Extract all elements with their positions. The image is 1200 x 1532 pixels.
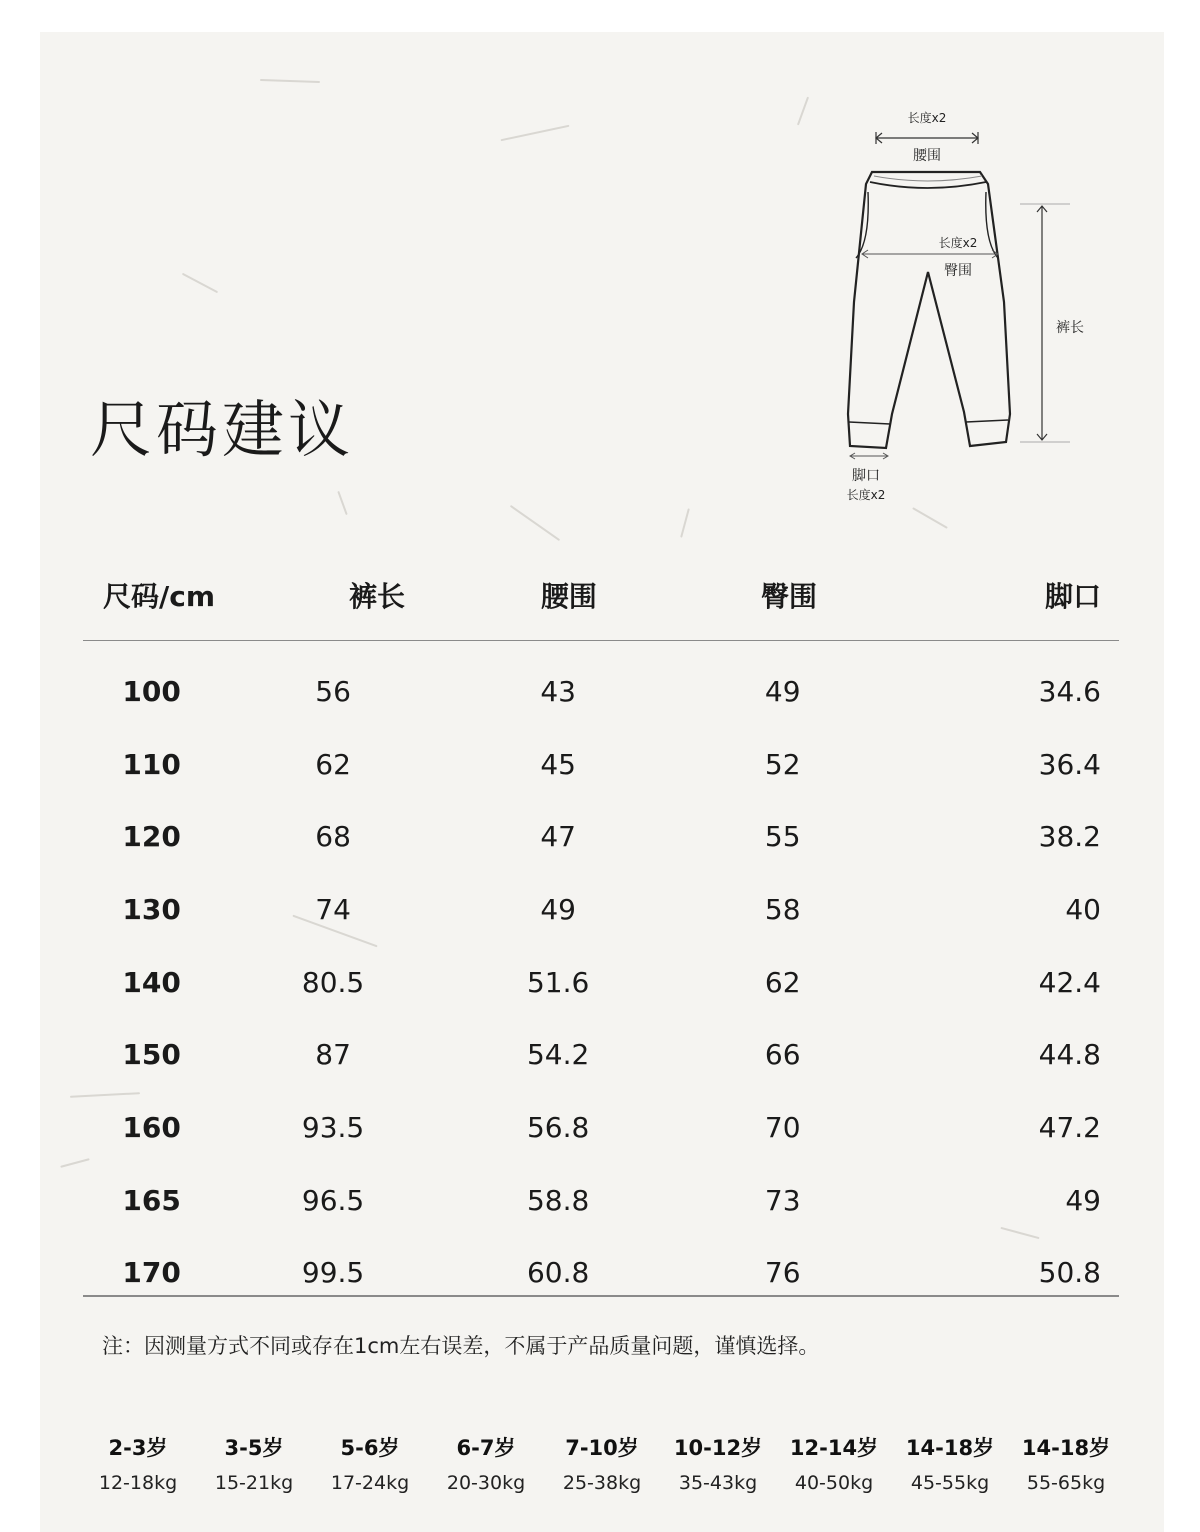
hip-cell: 73 [764,1183,801,1217]
table-row [83,800,1119,873]
length-cell: 87 [315,1038,351,1072]
col-header-length: 裤长 [349,580,406,613]
age-label: 12-14岁 [789,1436,879,1460]
hem-cell: 50.8 [1038,1256,1101,1290]
col-header-size: 尺码/cm [103,580,216,613]
waist-cell: 43 [540,674,576,708]
age-group [196,1432,312,1494]
table-header-row [83,550,1119,641]
age-group [544,1432,660,1494]
hip-cell: 66 [764,1038,801,1072]
waist-cell: 51.6 [526,965,590,999]
age-group [892,1432,1008,1494]
hip-cell: 52 [764,747,801,781]
col-header-hip: 臀围 [761,580,818,613]
age-weight: 12-18kg [98,1472,178,1494]
hip-cell: 49 [764,674,801,708]
hem-cell: 36.4 [1038,747,1101,781]
size-table [83,550,1119,1309]
age-group [312,1432,428,1494]
hem-cell: 40 [1065,892,1101,926]
size-guide-card [40,32,1164,1532]
age-group [776,1432,892,1494]
age-group [1008,1432,1124,1494]
age-label: 14-18岁 [1021,1436,1111,1460]
col-header-hem: 脚口 [1044,580,1101,613]
length-cell: 74 [315,892,351,926]
size-cell: 140 [122,965,181,999]
paper-fiber [260,79,320,83]
age-label: 7-10岁 [565,1436,639,1460]
hem-cell: 38.2 [1038,820,1101,854]
paper-fiber [797,97,809,126]
length-label: 裤长 [1056,320,1084,336]
paper-fiber [182,273,218,294]
age-label: 2-3岁 [108,1436,168,1460]
hip-cell: 76 [764,1256,801,1290]
table-row [83,655,1119,728]
age-weight: 45-55kg [910,1472,990,1494]
waist-dim-label: 长度x2 [907,111,947,125]
age-group [80,1432,196,1494]
hip-label: 臀围 [944,263,972,279]
table-row [83,946,1119,1019]
paper-fiber [501,125,570,142]
waist-cell: 58.8 [526,1183,590,1217]
age-label: 6-7岁 [456,1436,516,1460]
hip-dim-label: 长度x2 [938,236,978,250]
hip-cell: 62 [764,965,801,999]
size-cell: 130 [122,892,181,926]
waist-cell: 45 [540,747,576,781]
age-weight: 55-65kg [1026,1472,1106,1494]
age-weight: 25-38kg [562,1472,642,1494]
table-bottom-divider [83,1295,1119,1297]
disclaimer-note: 注：因测量方式不同或存在1cm左右误差，不属于产品质量问题，谨慎选择。 [102,1334,820,1358]
waist-cell: 60.8 [526,1256,590,1290]
table-row [83,1237,1119,1310]
age-weight: 40-50kg [794,1472,874,1494]
length-cell: 80.5 [301,965,365,999]
age-weight: 20-30kg [446,1472,526,1494]
waist-cell: 54.2 [526,1038,590,1072]
size-cell: 100 [122,674,181,708]
hem-dim-label: 长度x2 [846,488,886,502]
table-row [83,728,1119,801]
hem-cell: 49 [1065,1183,1101,1217]
size-cell: 160 [122,1110,181,1144]
age-label: 14-18岁 [905,1436,995,1460]
length-cell: 62 [315,747,351,781]
paper-fiber [680,508,690,537]
size-cell: 165 [122,1183,181,1217]
age-weight-reference [80,1432,1160,1494]
size-cell: 150 [122,1038,181,1072]
paper-fiber [337,491,347,515]
hip-cell: 55 [764,820,801,854]
col-header-waist: 腰围 [540,580,597,613]
length-cell: 99.5 [301,1256,365,1290]
length-cell: 96.5 [301,1183,365,1217]
waist-cell: 56.8 [526,1110,590,1144]
hip-cell: 70 [764,1110,801,1144]
age-label: 3-5岁 [224,1436,284,1460]
hip-cell: 58 [764,892,801,926]
table-row [83,1018,1119,1091]
size-cell: 170 [122,1256,181,1290]
table-row [83,1091,1119,1164]
hem-cell: 44.8 [1038,1038,1101,1072]
age-group [660,1432,776,1494]
length-cell: 68 [315,820,351,854]
pants-diagram [830,102,1110,522]
paper-fiber [510,505,560,541]
page-title: 尺码建议 [90,393,355,466]
hem-cell: 47.2 [1038,1110,1101,1144]
table-row [83,1164,1119,1237]
age-group [428,1432,544,1494]
age-label: 5-6岁 [340,1436,400,1460]
table-row [83,873,1119,946]
hem-label: 脚口 [852,468,880,484]
age-weight: 15-21kg [214,1472,294,1494]
waist-label: 腰围 [913,148,941,164]
length-cell: 93.5 [301,1110,365,1144]
length-cell: 56 [315,674,351,708]
size-cell: 110 [122,747,181,781]
age-weight: 17-24kg [330,1472,410,1494]
age-label: 10-12岁 [673,1436,763,1460]
hem-cell: 34.6 [1038,674,1101,708]
hem-cell: 42.4 [1038,965,1101,999]
size-cell: 120 [122,820,181,854]
waist-cell: 49 [540,892,576,926]
table-body [83,655,1119,1309]
waist-cell: 47 [540,820,576,854]
age-weight: 35-43kg [678,1472,758,1494]
